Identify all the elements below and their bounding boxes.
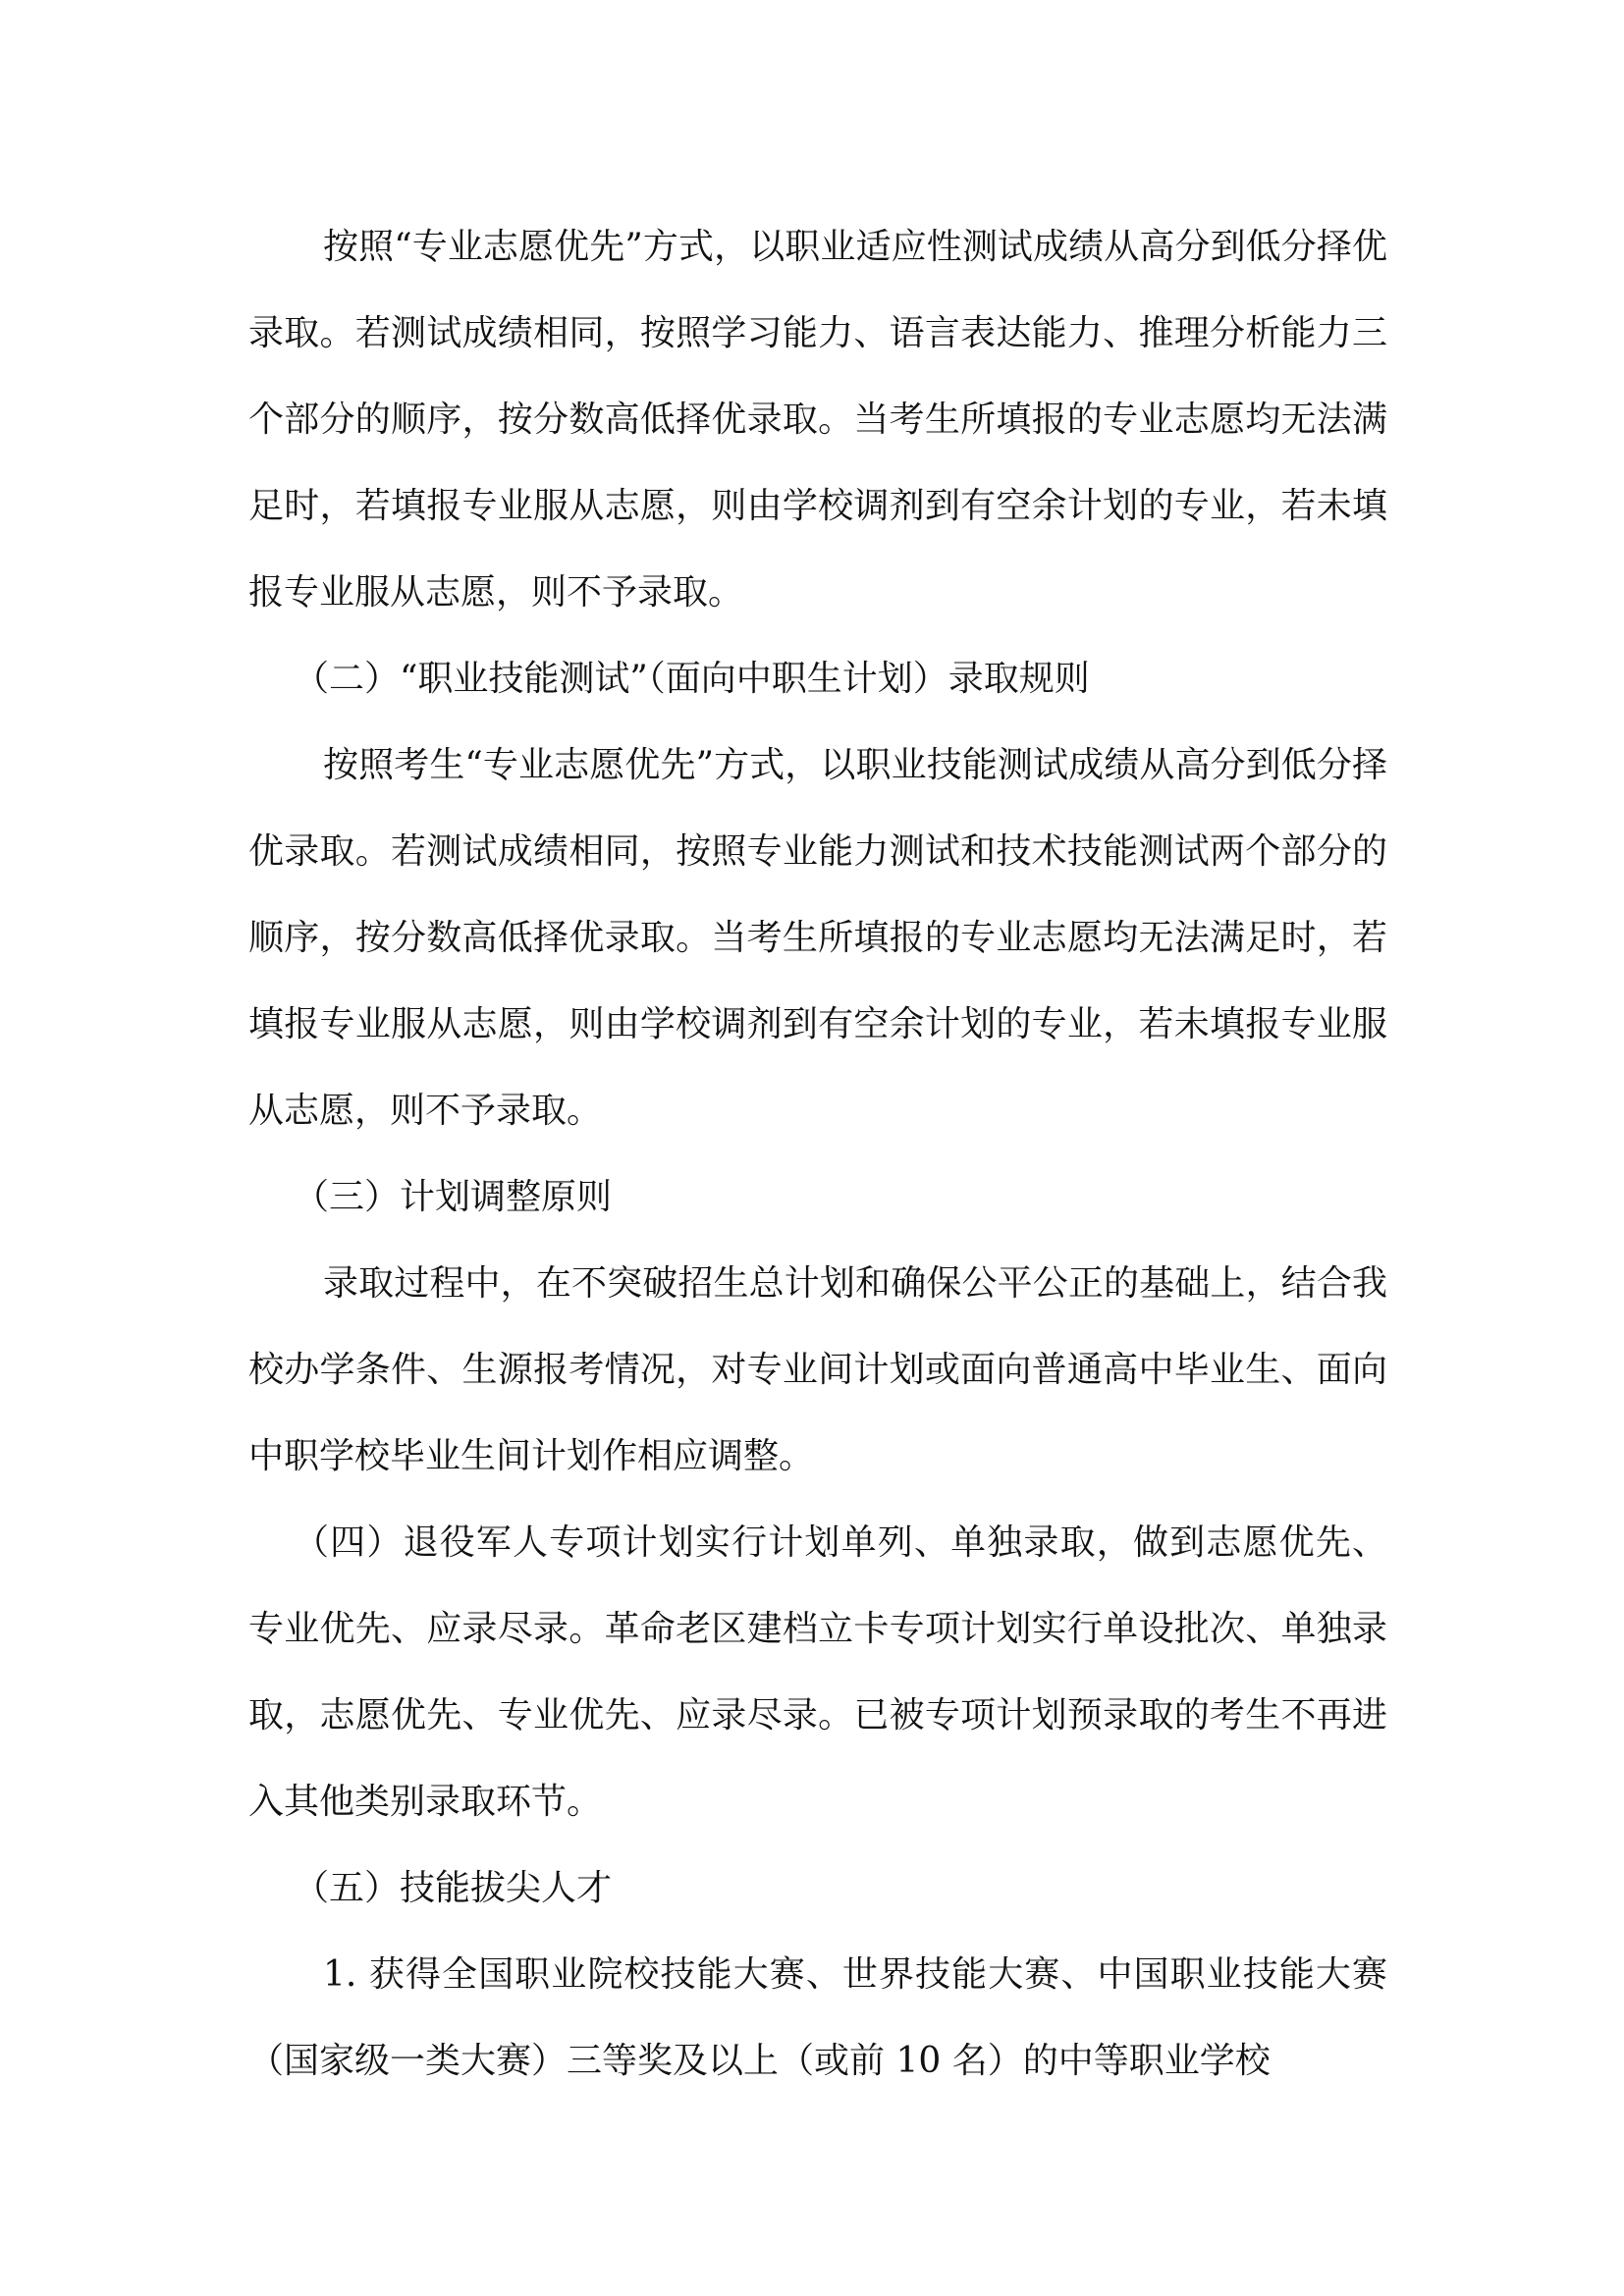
paragraph-special-plans: （四）退役军人专项计划实行计划单列、单独录取，做到志愿优先、专业优先、应录尽录。革命老区建档立卡专项计划实行单设批次、单独录取，志愿优先、专业优先、应录尽录。已被专项计划预录取的考生不再进入其他类别录取环节。 (248, 1522, 1387, 1822)
heading-top-skill-talent: （五）技能拔尖人才 (294, 1868, 613, 1908)
paragraph-admission-aptitude-rule: 按照“专业志愿优先”方式，以职业适应性测试成绩从高分到低分择优录取。若测试成绩相同，按照学习能力、语言表达能力、推理分析能力三个部分的顺序，按分数高低择优录取。当考生所填报的专业志愿均无法满足时，若填报专业服从志愿，则由学校调剂到有空余计划的专业，若未填报专业服从志愿，则不予录取。 (248, 227, 1387, 613)
document-body (248, 204, 1387, 2105)
heading-vocational-skill-test-rule: （二）“职业技能测试”（面向中职生计划）录取规则 (294, 659, 1090, 699)
paragraph-plan-adjustment: 录取过程中，在不突破招生总计划和确保公平公正的基础上，结合我校办学条件、生源报考情况，对专业间计划或面向普通高中毕业生、面向中职学校毕业生间计划作相应调整。 (248, 1263, 1387, 1476)
heading-plan-adjustment: （三）计划调整原则 (294, 1177, 613, 1217)
paragraph-vocational-skill-test-rule: 按照考生“专业志愿优先”方式，以职业技能测试成绩从高分到低分择优录取。若测试成绩相同，按照专业能力测试和技术技能测试两个部分的顺序，按分数高低择优录取。当考生所填报的专业志愿均无法满足时，若填报专业服从志愿，则由学校调剂到有空余计划的专业，若未填报专业服从志愿，则不予录取。 (248, 745, 1387, 1131)
paragraph-skill-competition-winners: 1. 获得全国职业院校技能大赛、世界技能大赛、中国职业技能大赛（国家级一类大赛）三等奖及以上（或前 10 名）的中等职业学校 (248, 1954, 1387, 2081)
